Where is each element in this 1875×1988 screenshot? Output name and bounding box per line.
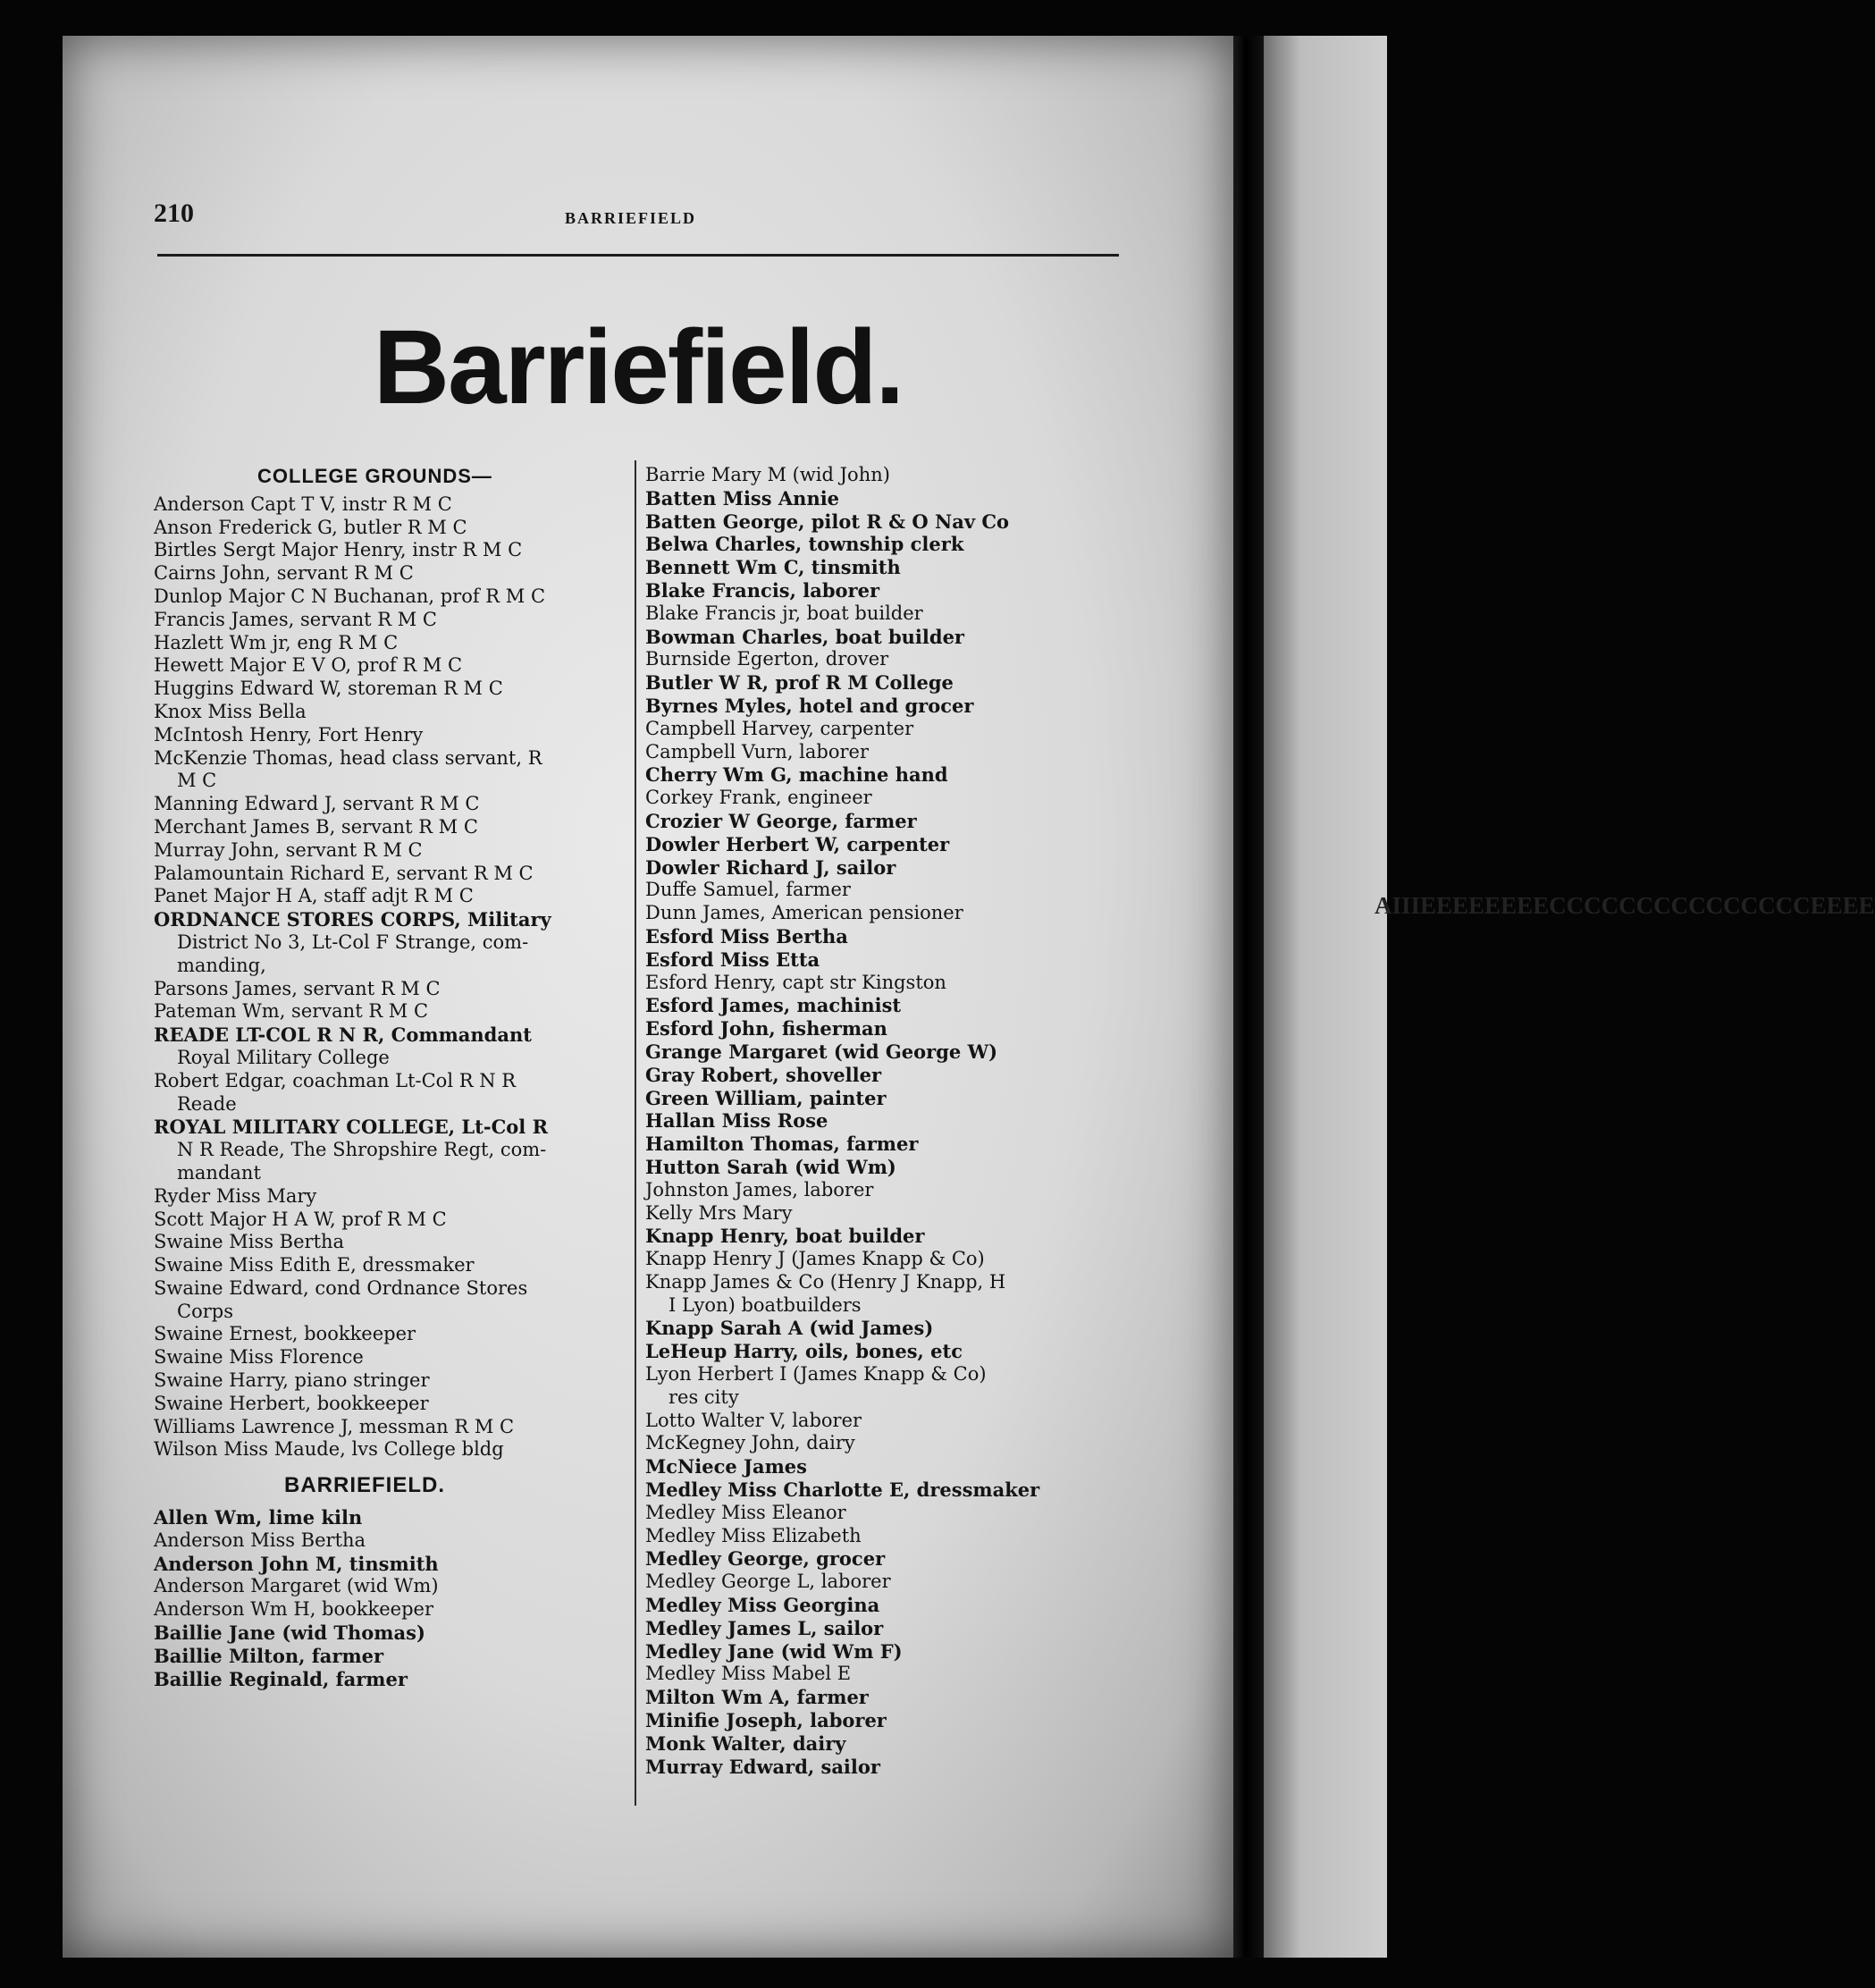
directory-entry: Baillie Jane (wid Thomas) bbox=[154, 1622, 425, 1645]
directory-entry-continuation: Reade bbox=[177, 1092, 237, 1115]
directory-entry-continuation: M C bbox=[177, 770, 217, 792]
directory-entry: Knapp James & Co (Henry J Knapp, H bbox=[645, 1270, 1006, 1293]
directory-entry: Panet Major H A, staff adjt R M C bbox=[154, 885, 474, 907]
directory-entry: READE LT-COL R N R, Commandant bbox=[154, 1023, 532, 1047]
directory-entry: Baillie Reginald, farmer bbox=[154, 1667, 408, 1690]
directory-entry: Bowman Charles, boat builder bbox=[645, 625, 964, 648]
directory-entry: Cairns John, servant R M C bbox=[154, 562, 414, 585]
barriefield-list bbox=[154, 1506, 629, 1690]
directory-entry: Minifie Joseph, laborer bbox=[645, 1709, 887, 1732]
directory-entry: Grange Margaret (wid George W) bbox=[645, 1040, 998, 1063]
directory-entry: Bennett Wm C, tinsmith bbox=[645, 556, 901, 579]
directory-entry: Swaine Harry, piano stringer bbox=[154, 1369, 430, 1392]
section-heading-college-grounds: COLLEGE GROUNDS— bbox=[257, 465, 492, 487]
directory-entry-continuation: res city bbox=[668, 1386, 739, 1408]
right-column bbox=[645, 464, 1128, 1778]
directory-entry: Swaine Miss Edith E, dressmaker bbox=[154, 1254, 475, 1276]
directory-entry: LeHeup Harry, oils, bones, etc bbox=[645, 1340, 963, 1363]
directory-entry-continuation: District No 3, Lt-Col F Strange, com- bbox=[177, 931, 529, 953]
directory-entry: Wilson Miss Maude, lvs College bldg bbox=[154, 1438, 504, 1461]
directory-entry: Williams Lawrence J, messman R M C bbox=[154, 1415, 515, 1437]
directory-entry: Lotto Walter V, laborer bbox=[645, 1409, 862, 1431]
directory-entry: Pateman Wm, servant R M C bbox=[154, 1000, 429, 1023]
directory-entry: Medley Miss Charlotte E, dressmaker bbox=[645, 1478, 1040, 1502]
header-rule bbox=[157, 254, 1119, 257]
directory-entry: Medley Miss Mabel E bbox=[645, 1663, 852, 1685]
directory-entry: Anson Frederick G, butler R M C bbox=[154, 516, 467, 538]
directory-entry: Green William, painter bbox=[645, 1086, 887, 1109]
directory-entry: Murray Edward, sailor bbox=[645, 1755, 880, 1778]
directory-entry: Scott Major H A W, prof R M C bbox=[154, 1208, 447, 1230]
directory-entry: Blake Francis, laborer bbox=[645, 578, 880, 602]
directory-entry: Campbell Vurn, laborer bbox=[645, 740, 870, 762]
directory-entry: Johnston James, laborer bbox=[645, 1178, 874, 1200]
page-title: Barriefield. bbox=[373, 308, 904, 426]
directory-entry: Swaine Ernest, bookkeeper bbox=[154, 1323, 416, 1345]
directory-entry: Robert Edgar, coachman Lt-Col R N R bbox=[154, 1069, 517, 1091]
directory-entry-continuation: Royal Military College bbox=[177, 1046, 390, 1068]
book-gutter bbox=[1233, 36, 1264, 1958]
barriefield-list-continued bbox=[645, 464, 1128, 1778]
college-grounds-list bbox=[154, 493, 629, 1462]
directory-entry: Parsons James, servant R M C bbox=[154, 977, 441, 999]
directory-entry: Ryder Miss Mary bbox=[154, 1184, 317, 1207]
page-number: 210 bbox=[154, 198, 194, 228]
directory-entry: McKegney John, dairy bbox=[645, 1432, 855, 1454]
directory-entry: Anderson Margaret (wid Wm) bbox=[154, 1575, 439, 1597]
directory-entry: Anderson Miss Bertha bbox=[154, 1529, 366, 1551]
directory-entry: Medley George, grocer bbox=[645, 1547, 886, 1571]
directory-entry: Esford Henry, capt str Kingston bbox=[645, 971, 946, 993]
section-heading-barriefield: BARRIEFIELD. bbox=[284, 1473, 445, 1498]
column-divider bbox=[635, 460, 636, 1806]
directory-entry-continuation: manding, bbox=[177, 954, 266, 976]
directory-entry: Dowler Richard J, sailor bbox=[645, 855, 896, 879]
directory-entry: Lyon Herbert I (James Knapp & Co) bbox=[645, 1363, 987, 1386]
directory-entry: McKenzie Thomas, head class servant, R bbox=[154, 746, 542, 769]
directory-entry: Knox Miss Bella bbox=[154, 700, 307, 722]
directory-entry: Blake Francis jr, boat builder bbox=[645, 602, 923, 624]
directory-entry: Barrie Mary M (wid John) bbox=[645, 464, 890, 485]
directory-entry: Duffe Samuel, farmer bbox=[645, 879, 851, 901]
directory-entry: McNiece James bbox=[645, 1455, 807, 1478]
directory-entry: Dowler Herbert W, carpenter bbox=[645, 832, 950, 855]
directory-entry: ROYAL MILITARY COLLEGE, Lt-Col R bbox=[154, 1116, 549, 1139]
running-head: BARRIEFIELD bbox=[565, 209, 697, 227]
directory-entry: Milton Wm A, farmer bbox=[645, 1686, 869, 1709]
directory-entry: Esford Miss Bertha bbox=[645, 924, 848, 948]
directory-entry: Knapp Henry, boat builder bbox=[645, 1225, 925, 1248]
directory-entry: Swaine Miss Florence bbox=[154, 1346, 364, 1369]
directory-entry: Birtles Sergt Major Henry, instr R M C bbox=[154, 539, 523, 561]
directory-entry: Gray Robert, shoveller bbox=[645, 1063, 882, 1086]
directory-entry: Merchant James B, servant R M C bbox=[154, 815, 478, 838]
directory-entry: Burnside Egerton, drover bbox=[645, 648, 889, 670]
directory-entry: Anderson John M, tinsmith bbox=[154, 1552, 439, 1575]
directory-entry: Byrnes Myles, hotel and grocer bbox=[645, 694, 974, 717]
directory-entry-continuation: I Lyon) boatbuilders bbox=[668, 1293, 862, 1316]
directory-entry: Dunlop Major C N Buchanan, prof R M C bbox=[154, 585, 546, 607]
directory-entry: Anderson Wm H, bookkeeper bbox=[154, 1598, 434, 1621]
directory-entry: Anderson Capt T V, instr R M C bbox=[154, 493, 452, 515]
directory-entry: Swaine Miss Bertha bbox=[154, 1231, 345, 1253]
directory-entry: Medley Miss Eleanor bbox=[645, 1501, 846, 1523]
directory-entry: Knapp Sarah A (wid James) bbox=[645, 1317, 934, 1340]
directory-entry: ORDNANCE STORES CORPS, Military bbox=[154, 908, 551, 931]
page-header bbox=[154, 198, 1117, 238]
directory-entry: Crozier W George, farmer bbox=[645, 809, 917, 832]
directory-entry: Cherry Wm G, machine hand bbox=[645, 763, 948, 787]
facing-page-edge bbox=[1264, 36, 1875, 1958]
directory-entry: Campbell Harvey, carpenter bbox=[645, 717, 914, 739]
directory-entry: Medley James L, sailor bbox=[645, 1616, 884, 1639]
directory-entry: Butler W R, prof R M College bbox=[645, 671, 954, 695]
directory-entry: Palamountain Richard E, servant R M C bbox=[154, 862, 534, 884]
directory-entry: Medley Miss Elizabeth bbox=[645, 1524, 862, 1546]
directory-entry: Esford John, fisherman bbox=[645, 1017, 887, 1040]
directory-entry: Monk Walter, dairy bbox=[645, 1731, 846, 1755]
directory-entry: Hutton Sarah (wid Wm) bbox=[645, 1155, 896, 1178]
directory-entry: Baillie Milton, farmer bbox=[154, 1644, 384, 1667]
facing-page-letters: AIIIEEEEEEEECCCCCCCCCCCCCCCEEEE bbox=[1375, 892, 1875, 919]
directory-entry: Swaine Edward, cond Ordnance Stores bbox=[154, 1276, 528, 1299]
directory-entry: Dunn James, American pensioner bbox=[645, 902, 963, 924]
directory-entry: Manning Edward J, servant R M C bbox=[154, 793, 480, 815]
directory-entry: Francis James, servant R M C bbox=[154, 608, 437, 630]
directory-entry: Medley George L, laborer bbox=[645, 1571, 891, 1593]
directory-entry: Allen Wm, lime kiln bbox=[154, 1506, 363, 1529]
directory-entry: Esford Miss Etta bbox=[645, 948, 820, 971]
directory-entry: Corkey Frank, engineer bbox=[645, 787, 872, 809]
directory-entry: Hewett Major E V O, prof R M C bbox=[154, 654, 463, 677]
directory-entry-continuation: Corps bbox=[177, 1300, 233, 1322]
directory-entry: Medley Jane (wid Wm F) bbox=[645, 1639, 903, 1663]
directory-entry-continuation: mandant bbox=[177, 1161, 261, 1184]
directory-entry-continuation: N R Reade, The Shropshire Regt, com- bbox=[177, 1139, 547, 1161]
directory-entry: Knapp Henry J (James Knapp & Co) bbox=[645, 1248, 985, 1270]
directory-entry: Huggins Edward W, storeman R M C bbox=[154, 678, 503, 700]
directory-entry: Esford James, machinist bbox=[645, 994, 902, 1017]
directory-entry: Hallan Miss Rose bbox=[645, 1109, 828, 1133]
directory-entry: Hazlett Wm jr, eng R M C bbox=[154, 631, 399, 653]
directory-entry: McIntosh Henry, Fort Henry bbox=[154, 723, 424, 746]
directory-entry: Belwa Charles, township clerk bbox=[645, 533, 964, 556]
directory-entry: Hamilton Thomas, farmer bbox=[645, 1133, 919, 1156]
directory-entry: Batten George, pilot R & O Nav Co bbox=[645, 510, 1010, 533]
directory-entry: Swaine Herbert, bookkeeper bbox=[154, 1392, 429, 1414]
left-column bbox=[154, 465, 629, 1690]
directory-entry: Batten Miss Annie bbox=[645, 486, 840, 510]
directory-entry: Medley Miss Georgina bbox=[645, 1594, 880, 1617]
directory-entry: Murray John, servant R M C bbox=[154, 838, 423, 861]
directory-entry: Kelly Mrs Mary bbox=[645, 1201, 793, 1224]
